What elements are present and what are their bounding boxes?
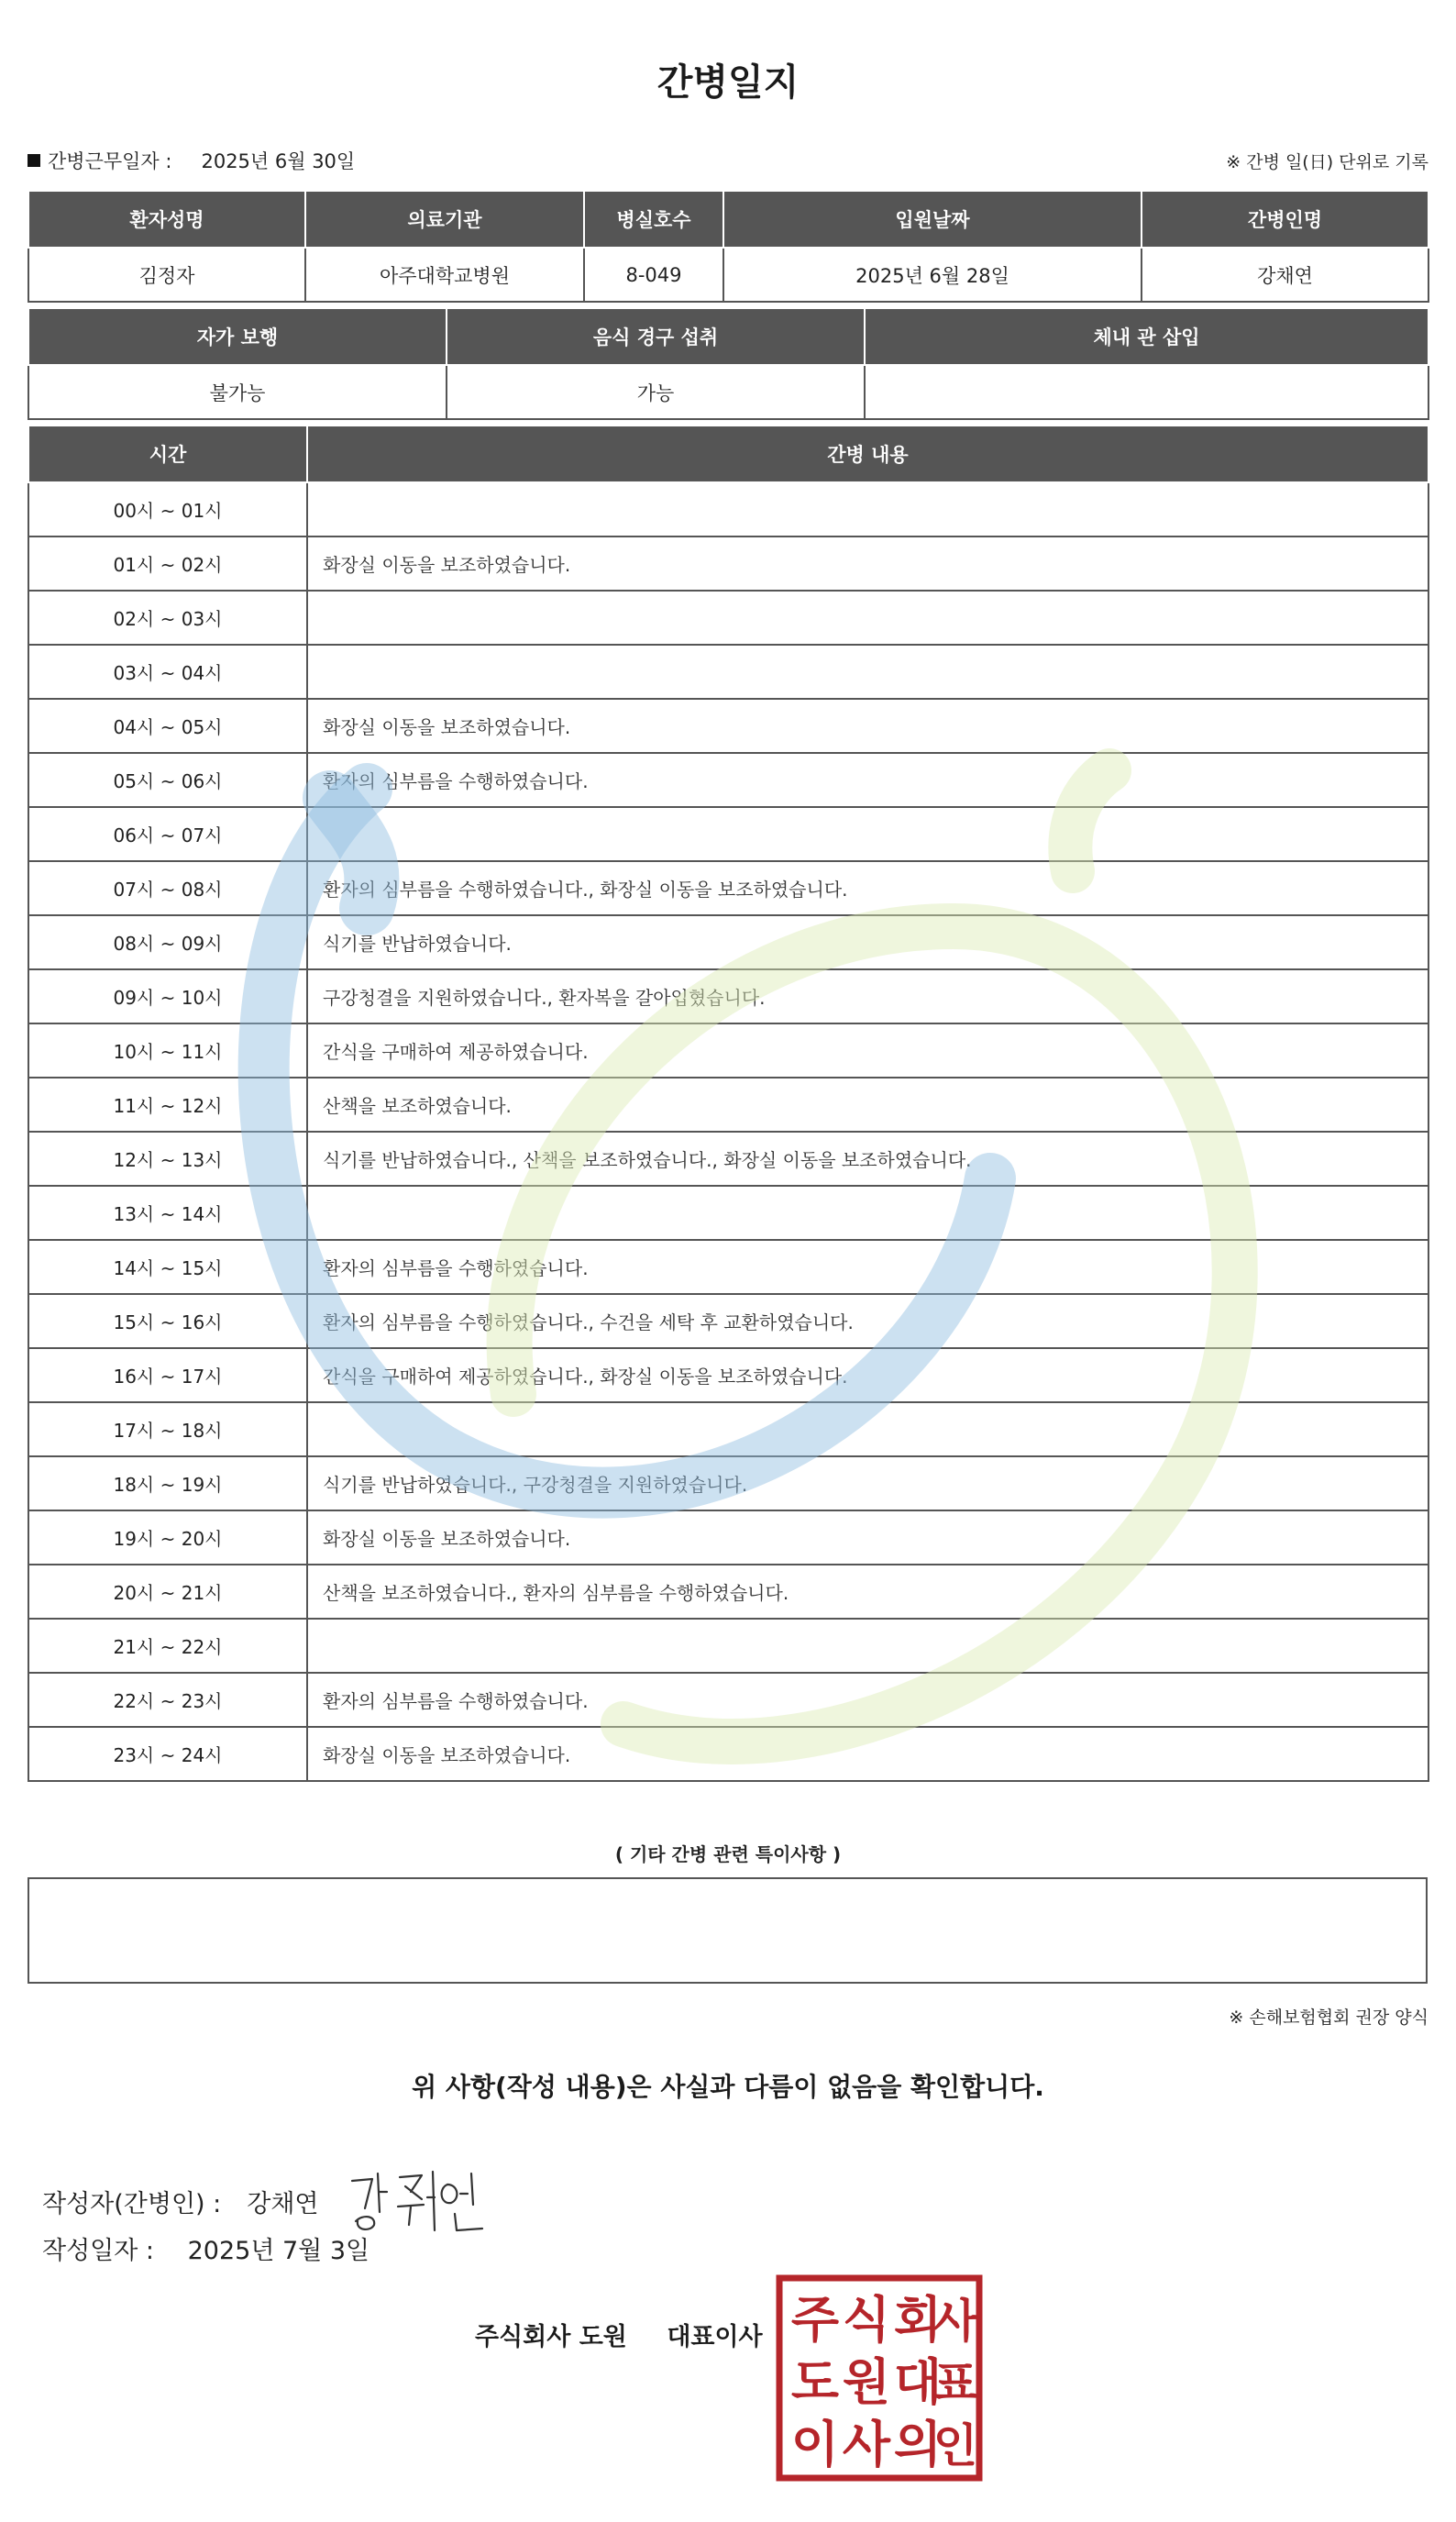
remarks-box — [28, 1877, 1428, 1984]
hospital: 아주대학교병원 — [305, 248, 584, 302]
caregiver-name: 강채연 — [1142, 248, 1428, 302]
written-date-label: 작성일자 : — [42, 2237, 155, 2265]
log-time: 01시 ~ 02시 — [28, 536, 307, 591]
log-time: 22시 ~ 23시 — [28, 1673, 307, 1727]
table-row — [28, 1673, 1428, 1727]
log-content: 화장실 이동을 보조하였습니다. — [307, 699, 1428, 753]
log-content: 환자의 심부름을 수행하였습니다., 수건을 세탁 후 교환하였습니다. — [307, 1294, 1428, 1348]
log-time: 17시 ~ 18시 — [28, 1402, 307, 1456]
log-time: 23시 ~ 24시 — [28, 1727, 307, 1781]
table-row — [28, 482, 1428, 536]
written-date-value: 2025년 7월 3일 — [187, 2237, 370, 2265]
svg-text:회: 회 — [893, 2291, 943, 2349]
room-number: 8-049 — [584, 248, 723, 302]
confirmation-statement: 위 사항(작성 내용)은 사실과 다름이 없음을 확인합니다. — [412, 2072, 1044, 2102]
work-date-label: 간병근무일자 : — [48, 150, 172, 172]
patient-status-table — [28, 309, 1429, 420]
table-row — [28, 1240, 1428, 1294]
header-hospital: 의료기관 — [305, 192, 584, 248]
log-time: 03시 ~ 04시 — [28, 645, 307, 699]
table-row — [28, 1510, 1428, 1565]
log-time: 08시 ~ 09시 — [28, 915, 307, 969]
company-seal-stamp-icon — [776, 2274, 983, 2482]
svg-text:표: 표 — [932, 2357, 978, 2410]
written-date-row — [42, 2230, 370, 2266]
svg-text:사: 사 — [842, 2416, 891, 2473]
log-content: 간식을 구매하여 제공하였습니다. — [307, 1023, 1428, 1078]
log-content: 산책을 보조하였습니다. — [307, 1078, 1428, 1132]
svg-text:이: 이 — [790, 2416, 840, 2473]
work-date — [28, 147, 355, 174]
header-patient-name: 환자성명 — [28, 192, 305, 248]
company-signoff — [475, 2317, 763, 2352]
log-content: 화장실 이동을 보조하였습니다. — [307, 536, 1428, 591]
svg-text:대: 대 — [893, 2353, 943, 2411]
table-row — [28, 861, 1428, 915]
header-time: 시간 — [28, 426, 307, 482]
table-row — [28, 807, 1428, 861]
svg-text:인: 인 — [932, 2419, 978, 2472]
admission-date: 2025년 6월 28일 — [723, 248, 1142, 302]
header-caregiver-name: 간병인명 — [1142, 192, 1428, 248]
remarks-title: ( 기타 간병 관련 특이사항 ) — [614, 1843, 842, 1865]
table-row — [28, 1619, 1428, 1673]
header-admission-date: 입원날짜 — [723, 192, 1142, 248]
tube-insertion-value — [865, 365, 1428, 419]
log-time: 21시 ~ 22시 — [28, 1619, 307, 1673]
svg-text:도: 도 — [790, 2353, 840, 2411]
table-row — [28, 969, 1428, 1023]
log-time: 16시 ~ 17시 — [28, 1348, 307, 1402]
log-content — [307, 591, 1428, 645]
table-row — [28, 1565, 1428, 1619]
company-ceo-title: 대표이사 — [667, 2323, 763, 2351]
company-name: 주식회사 도원 — [475, 2323, 627, 2351]
log-time: 10시 ~ 11시 — [28, 1023, 307, 1078]
table-row — [28, 1727, 1428, 1781]
svg-text:의: 의 — [893, 2416, 943, 2473]
table-row — [28, 1348, 1428, 1402]
log-content — [307, 1402, 1428, 1456]
log-content: 산책을 보조하였습니다., 환자의 심부름을 수행하였습니다. — [307, 1565, 1428, 1619]
log-time: 18시 ~ 19시 — [28, 1456, 307, 1510]
log-content: 화장실 이동을 보조하였습니다. — [307, 1727, 1428, 1781]
log-time: 02시 ~ 03시 — [28, 591, 307, 645]
log-content: 구강청결을 지원하였습니다., 환자복을 갈아입혔습니다. — [307, 969, 1428, 1023]
daily-record-note: ※ 간병 일(日) 단위로 기록 — [1226, 152, 1428, 172]
log-time: 00시 ~ 01시 — [28, 482, 307, 536]
log-content — [307, 482, 1428, 536]
patient-info-table — [28, 192, 1429, 303]
table-row — [28, 1294, 1428, 1348]
log-content: 환자의 심부름을 수행하였습니다., 화장실 이동을 보조하였습니다. — [307, 861, 1428, 915]
table-row — [28, 1132, 1428, 1186]
header-self-walking: 자가 보행 — [28, 309, 447, 365]
log-time: 11시 ~ 12시 — [28, 1078, 307, 1132]
log-time: 14시 ~ 15시 — [28, 1240, 307, 1294]
log-content — [307, 807, 1428, 861]
log-time: 09시 ~ 10시 — [28, 969, 307, 1023]
handwritten-signature — [345, 2164, 501, 2238]
log-content: 환자의 심부름을 수행하였습니다. — [307, 1240, 1428, 1294]
header-care-content: 간병 내용 — [307, 426, 1428, 482]
writer-row — [42, 2164, 501, 2238]
writer-label: 작성자(간병인) : — [42, 2189, 222, 2218]
patient-name: 김정자 — [28, 248, 305, 302]
log-content: 환자의 심부름을 수행하였습니다. — [307, 753, 1428, 807]
log-content — [307, 1186, 1428, 1240]
log-time: 13시 ~ 14시 — [28, 1186, 307, 1240]
table-row — [28, 1456, 1428, 1510]
self-walking-value: 불가능 — [28, 365, 447, 419]
svg-text:원: 원 — [842, 2353, 891, 2411]
log-content: 화장실 이동을 보조하였습니다. — [307, 1510, 1428, 1565]
log-content — [307, 645, 1428, 699]
care-log-rows — [28, 482, 1428, 1781]
log-content: 간식을 구매하여 제공하였습니다., 화장실 이동을 보조하였습니다. — [307, 1348, 1428, 1402]
log-time: 06시 ~ 07시 — [28, 807, 307, 861]
svg-text:사: 사 — [932, 2295, 978, 2348]
square-bullet-icon — [28, 154, 40, 167]
log-time: 05시 ~ 06시 — [28, 753, 307, 807]
header-room-number: 병실호수 — [584, 192, 723, 248]
care-log-table — [28, 426, 1429, 1782]
table-row — [28, 591, 1428, 645]
table-row — [28, 915, 1428, 969]
log-time: 15시 ~ 16시 — [28, 1294, 307, 1348]
log-time: 12시 ~ 13시 — [28, 1132, 307, 1186]
work-date-value: 2025년 6월 30일 — [201, 150, 356, 172]
svg-text:주: 주 — [790, 2291, 840, 2349]
log-time: 04시 ~ 05시 — [28, 699, 307, 753]
log-content: 식기를 반납하였습니다., 산책을 보조하였습니다., 화장실 이동을 보조하였습니다. — [307, 1132, 1428, 1186]
writer-name: 강채연 — [247, 2189, 319, 2218]
table-row — [28, 645, 1428, 699]
header-tube-insertion: 체내 관 삽입 — [865, 309, 1428, 365]
table-row — [28, 1186, 1428, 1240]
table-row — [28, 1402, 1428, 1456]
oral-intake-value: 가능 — [447, 365, 865, 419]
log-content: 환자의 심부름을 수행하였습니다. — [307, 1673, 1428, 1727]
log-content: 식기를 반납하였습니다., 구강청결을 지원하였습니다. — [307, 1456, 1428, 1510]
log-time: 19시 ~ 20시 — [28, 1510, 307, 1565]
header-oral-intake: 음식 경구 섭취 — [447, 309, 865, 365]
table-row — [28, 699, 1428, 753]
log-content: 식기를 반납하였습니다. — [307, 915, 1428, 969]
table-row — [28, 753, 1428, 807]
svg-text:식: 식 — [842, 2291, 891, 2349]
recommended-form-note: ※ 손해보험협회 권장 양식 — [1229, 2008, 1428, 2028]
table-row — [28, 1023, 1428, 1078]
log-time: 07시 ~ 08시 — [28, 861, 307, 915]
log-content — [307, 1619, 1428, 1673]
table-row — [28, 1078, 1428, 1132]
log-time: 20시 ~ 21시 — [28, 1565, 307, 1619]
table-row — [28, 536, 1428, 591]
document-title: 간병일지 — [656, 61, 800, 104]
